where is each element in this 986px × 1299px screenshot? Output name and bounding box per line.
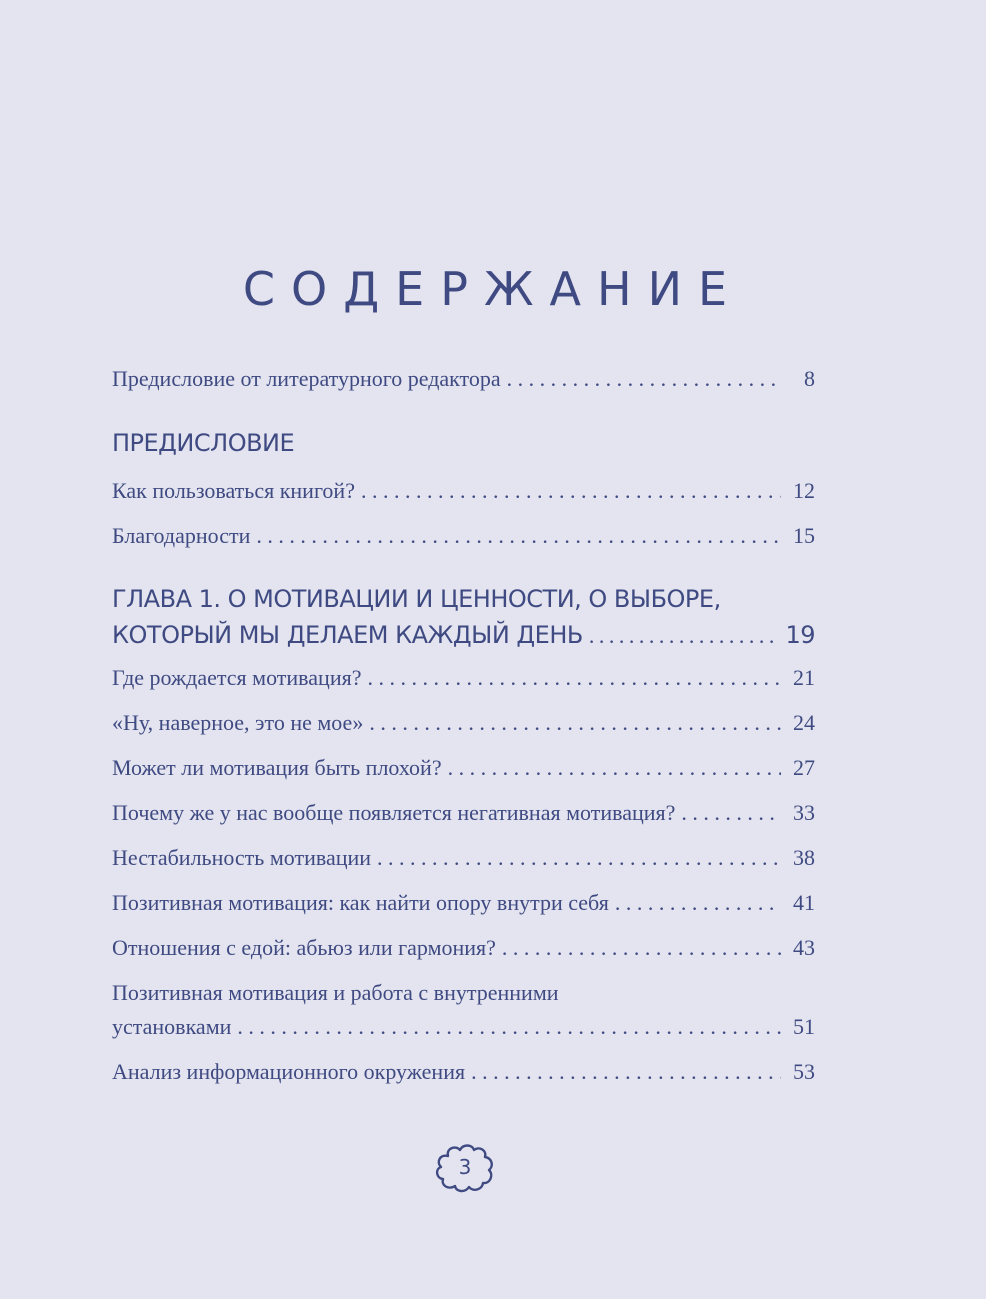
toc-entry-label: Анализ информационного окружения (112, 1059, 466, 1084)
toc-entry-label: Отношения с едой: абьюз или гармония? (112, 935, 496, 960)
leader-dots (589, 618, 780, 654)
toc-entry-label: Позитивная мотивация: как найти опору внутри себя (112, 890, 609, 915)
toc-entry[interactable] (112, 661, 815, 695)
leader-dots (471, 1055, 781, 1089)
leader-dots (615, 886, 781, 920)
toc-entry[interactable] (112, 519, 815, 553)
toc-entry-page: 12 (793, 478, 815, 503)
toc-entry-page: 15 (793, 523, 815, 548)
page-title: СОДЕРЖАНИЕ (242, 262, 744, 316)
toc-entry[interactable] (112, 841, 815, 875)
chapter-heading-line2 (112, 617, 815, 654)
chapter-heading-label: КОТОРЫЙ МЫ ДЕЛАЕМ КАЖДЫЙ ДЕНЬ (112, 621, 583, 649)
toc-entry-label-line2: установками (112, 1014, 232, 1039)
page-number: 3 (458, 1155, 472, 1179)
leader-dots (361, 474, 781, 508)
toc-entry[interactable] (112, 751, 815, 785)
chapter-heading-line1: ГЛАВА 1. О МОТИВАЦИИ И ЦЕННОСТИ, О ВЫБОРЕ, (112, 585, 721, 613)
leader-dots (369, 706, 781, 740)
toc-entry-multiline[interactable] (112, 976, 815, 1044)
toc-entry-label: Где рождается мотивация? (112, 665, 362, 690)
toc-entry-page: 51 (793, 1014, 815, 1039)
toc-entry-page: 33 (793, 800, 815, 825)
toc-entry-label: Как пользоваться книгой? (112, 478, 355, 503)
toc-entry[interactable] (112, 706, 815, 740)
leader-dots (681, 796, 781, 830)
toc-entry-page: 43 (793, 935, 815, 960)
toc-entry-label: Почему же у нас вообще появляется негативная мотивация? (112, 800, 676, 825)
toc-entry[interactable] (112, 1055, 815, 1089)
toc-entry-label: Может ли мотивация быть плохой? (112, 755, 442, 780)
leader-dots (377, 841, 781, 875)
toc-entry-label: «Ну, наверное, это не мое» (112, 710, 364, 735)
toc-entry-label-line1: Позитивная мотивация и работа с внутренними (112, 980, 559, 1005)
chapter-heading-page: 19 (785, 621, 815, 649)
page-number-badge (434, 1142, 496, 1194)
section-heading-preface[interactable]: ПРЕДИСЛОВИЕ (112, 429, 295, 457)
toc-entry-page: 41 (793, 890, 815, 915)
toc-entry-line2 (112, 1010, 815, 1044)
toc-entry-page: 27 (793, 755, 815, 780)
toc-entry[interactable] (112, 886, 815, 920)
leader-dots (502, 931, 781, 965)
toc-entry[interactable] (112, 362, 815, 396)
toc-entry-page: 24 (793, 710, 815, 735)
leader-dots (507, 362, 781, 396)
toc-entry-label: Благодарности (112, 523, 251, 548)
toc-entry-page: 21 (793, 665, 815, 690)
toc-entry[interactable] (112, 796, 815, 830)
leader-dots (367, 661, 781, 695)
toc-entry-page: 38 (793, 845, 815, 870)
leader-dots (237, 1010, 781, 1044)
toc-entry-label: Нестабильность мотивации (112, 845, 372, 870)
leader-dots (256, 519, 781, 553)
toc-entry-label: Предисловие от литературного редактора (112, 366, 501, 391)
toc-entry[interactable] (112, 931, 815, 965)
table-of-contents (112, 362, 815, 1089)
toc-entry-page: 8 (804, 366, 815, 391)
leader-dots (448, 751, 781, 785)
toc-entry[interactable] (112, 474, 815, 508)
chapter-heading[interactable] (112, 581, 815, 654)
toc-entry-page: 53 (793, 1059, 815, 1084)
